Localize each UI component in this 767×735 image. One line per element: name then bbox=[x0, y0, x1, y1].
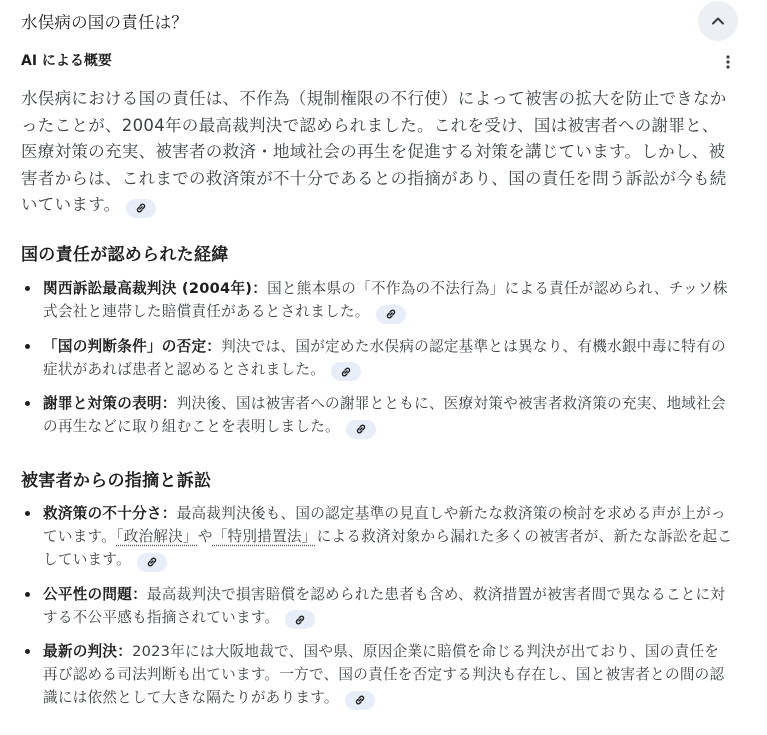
item-text: 判決後、国は被害者への謝罪とともに、医療対策や被害者救済策の充実、地域社会の再生などに取り組むことを表明しました。 bbox=[43, 395, 726, 435]
special-measures-law-link[interactable]: 「特別措置法」 bbox=[212, 528, 317, 545]
list-item bbox=[21, 335, 733, 382]
item-text: 国と熊本県の「不作為の不法行為」による責任が認められ、チッソ株式会社と連帯した賠償責任があるとされました。 bbox=[43, 280, 728, 320]
question-row bbox=[0, 0, 767, 42]
bullet-dot bbox=[25, 649, 30, 654]
section-heading-claims: 被害者からの指摘と訴訟 bbox=[21, 471, 212, 491]
citation-button[interactable] bbox=[137, 553, 167, 572]
link-icon bbox=[135, 202, 147, 214]
item-title: 関西訴訟最高裁判決 (2004年)： bbox=[43, 280, 268, 297]
bullet-dot bbox=[25, 592, 30, 597]
chevron-up-icon bbox=[710, 13, 726, 29]
list-item bbox=[21, 277, 733, 324]
citation-button[interactable] bbox=[285, 610, 315, 629]
link-icon bbox=[354, 694, 366, 706]
list-item bbox=[21, 640, 733, 710]
link-icon bbox=[385, 308, 397, 320]
item-title: 公平性の問題： bbox=[43, 585, 147, 603]
bullet-dot bbox=[25, 511, 30, 516]
search-question: 水俣病の国の責任は？ bbox=[21, 13, 188, 32]
section1-list bbox=[21, 277, 733, 450]
item-text: 判決では、国が定めた水俣病の認定基準とは異なり、有機水銀中毒に特有の症状があれば患者と認めるとされました。 bbox=[43, 337, 726, 378]
citation-button[interactable] bbox=[331, 362, 361, 381]
link-icon bbox=[340, 366, 352, 378]
citation-button[interactable] bbox=[376, 305, 406, 324]
section-heading-history: 国の責任が認められた経緯 bbox=[21, 245, 229, 265]
bullet-dot bbox=[25, 286, 30, 291]
more-vert-icon bbox=[726, 55, 730, 69]
citation-button[interactable] bbox=[346, 420, 376, 439]
item-text: による救済対象から漏れた多くの被害者が、新たな訴訟を起こしています。 bbox=[43, 528, 733, 568]
item-text: 最高裁判決で損害賠償を認められた患者も含め、救済措置が被害者間で異なることに対する不公平感も指摘されています。 bbox=[43, 585, 726, 626]
item-title: 最新の判決： bbox=[43, 643, 133, 660]
item-title: 謝罪と対策の表明： bbox=[43, 395, 177, 412]
link-icon bbox=[355, 423, 367, 435]
summary-text: 水俣病における国の責任は、不作為（規制権限の不行使）によって被害の拡大を防止できなかったことが、2004年の最高裁判決で認められました。これを受け、国は被害者への謝罪と、医療対策の充実、被害者の救済・地域社会の再生を促進する対策を講じています。しかし、被害者からは、これまでの救済策が不十分であるとの指摘があり、国の責任を問う訴訟が今も続いています。 bbox=[21, 89, 727, 214]
list-item bbox=[21, 502, 733, 572]
item-title: 「国の判断条件」の否定： bbox=[43, 337, 222, 355]
item-text: や bbox=[197, 528, 213, 545]
citation-button[interactable] bbox=[345, 691, 375, 710]
link-icon bbox=[146, 556, 158, 568]
item-text: 2023年には大阪地裁で、国や県、原因企業に賠償を命じる判決が出ており、国の責任を再び認める司法判断も出ています。一方で、国の責任を否定する判決も存在し、国と被害者との間の認識には依然として大きな隔たりがあります。 bbox=[43, 643, 725, 706]
collapse-button[interactable] bbox=[698, 1, 738, 41]
list-item bbox=[21, 392, 733, 439]
item-text: 最高裁判決後も、国の認定基準の見直しや新たな救済策の検討を求める声が上がっています。 bbox=[43, 505, 726, 545]
ai-overview-label: AI による概要 bbox=[21, 53, 112, 69]
citation-button[interactable] bbox=[126, 199, 156, 218]
overview-summary bbox=[21, 86, 733, 219]
section2-list bbox=[21, 502, 733, 721]
political-settlement-link[interactable]: 「政治解決」 bbox=[116, 528, 198, 545]
item-title: 救済策の不十分さ： bbox=[43, 505, 177, 522]
more-options-button[interactable] bbox=[716, 50, 740, 74]
list-item bbox=[21, 583, 733, 630]
bullet-dot bbox=[25, 344, 30, 349]
bullet-dot bbox=[25, 401, 30, 406]
link-icon bbox=[294, 614, 306, 626]
